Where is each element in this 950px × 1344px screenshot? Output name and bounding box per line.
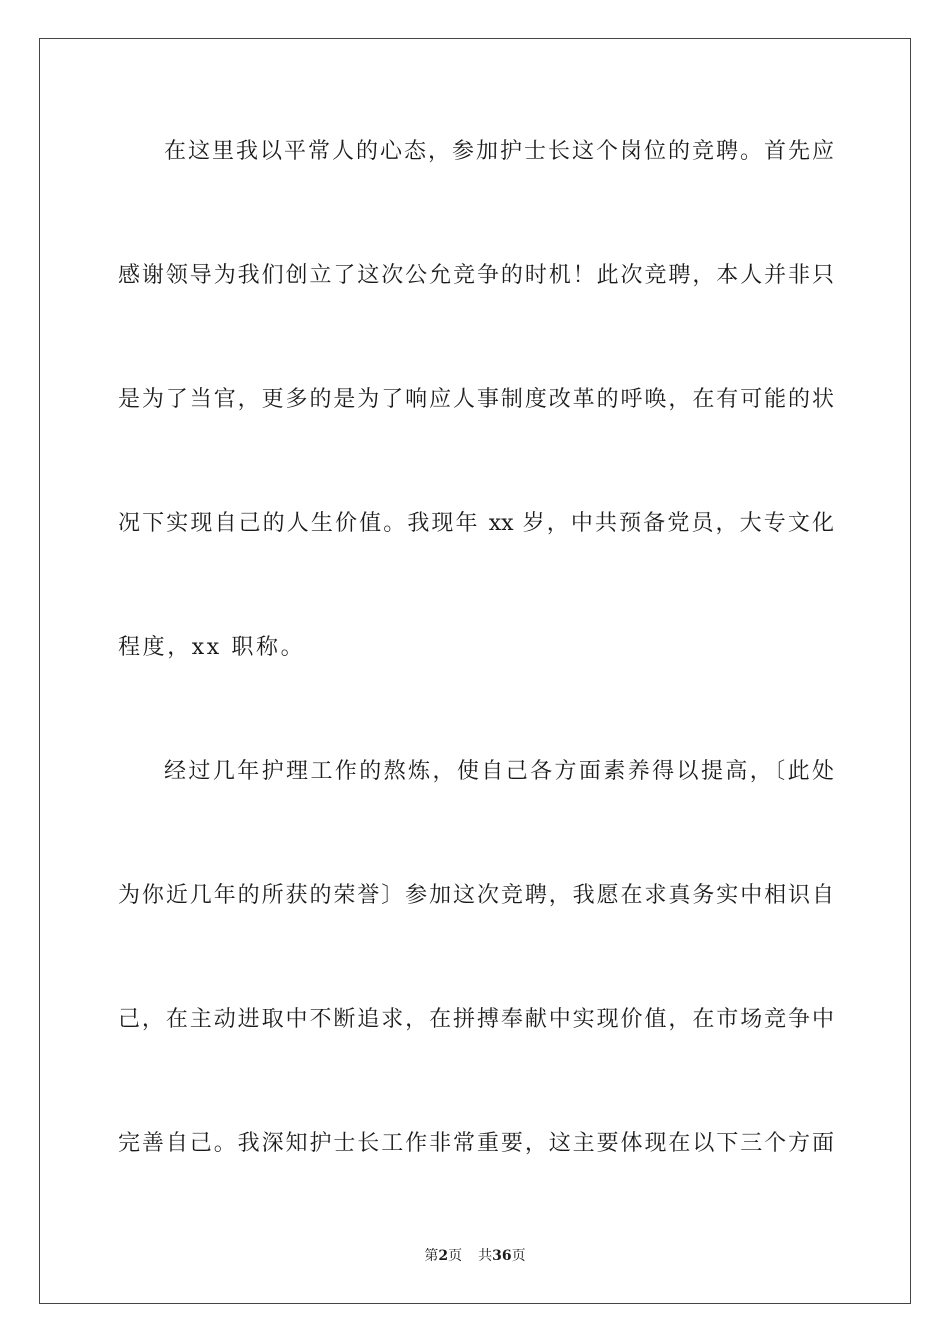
current-page-number: 2 bbox=[438, 1248, 449, 1264]
page-footer bbox=[0, 1247, 950, 1265]
paragraph-1-line-2: 感谢领导为我们创立了这次公允竞争的时机！此次竞聘，本人并非只 bbox=[118, 263, 834, 288]
page-unit: 页 bbox=[448, 1248, 463, 1264]
total-unit: 页 bbox=[511, 1248, 526, 1264]
page-prefix: 第 bbox=[424, 1248, 439, 1264]
total-prefix: 共 bbox=[478, 1248, 493, 1264]
paragraph-2-line-2: 为你近几年的所获的荣誉〕参加这次竞聘，我愿在求真务实中相识自 bbox=[118, 883, 834, 908]
total-page-count: 36 bbox=[492, 1248, 512, 1264]
paragraph-1-line-1: 在这里我以平常人的心态，参加护士长这个岗位的竞聘。首先应 bbox=[164, 139, 834, 164]
paragraph-2-line-3: 己，在主动进取中不断追求，在拼搏奉献中实现价值，在市场竞争中 bbox=[118, 1007, 834, 1032]
paragraph-1-line-4: 况下实现自己的人生价值。我现年 xx 岁，中共预备党员，大专文化 bbox=[118, 511, 834, 536]
paragraph-2-line-1: 经过几年护理工作的熬炼，使自己各方面素养得以提高，〔此处 bbox=[164, 759, 834, 784]
paragraph-1-line-3: 是为了当官，更多的是为了响应人事制度改革的呼唤，在有可能的状 bbox=[118, 387, 834, 412]
page-border bbox=[39, 38, 911, 1304]
paragraph-2-line-4: 完善自己。我深知护士长工作非常重要，这主要体现在以下三个方面 bbox=[118, 1131, 834, 1156]
paragraph-1-line-5: 程度，xx 职称。 bbox=[118, 635, 306, 660]
